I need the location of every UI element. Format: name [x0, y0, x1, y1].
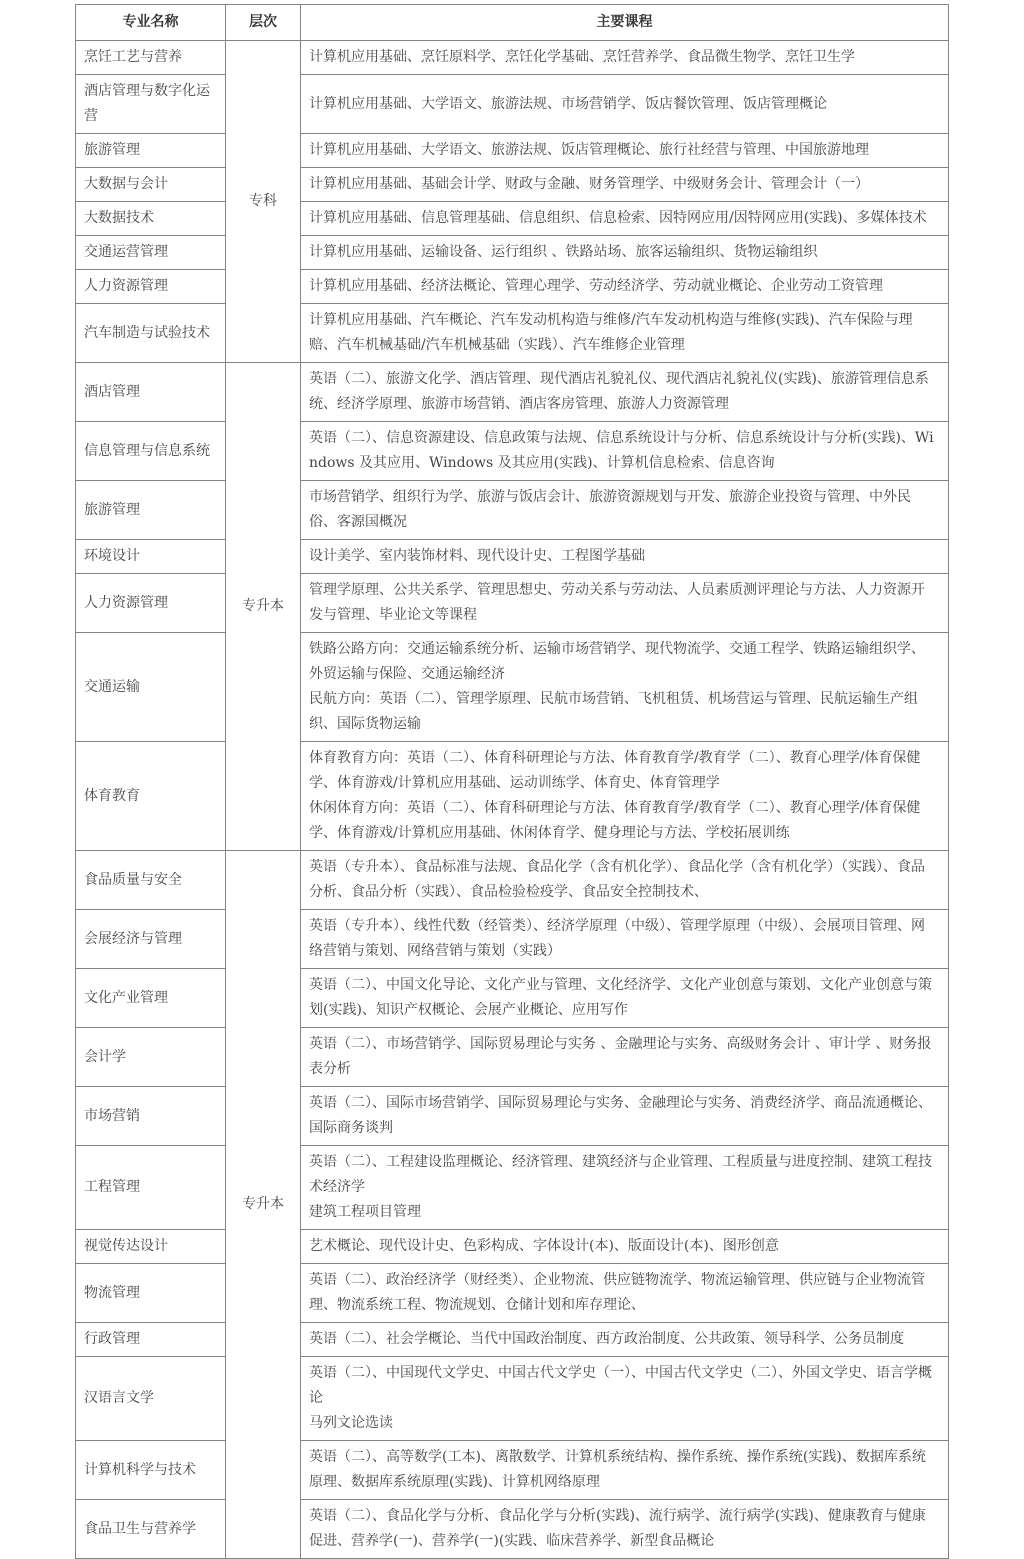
header-main-courses: 主要课程	[301, 5, 949, 41]
major-name: 物流管理	[76, 1264, 226, 1323]
level-cell: 专科	[226, 41, 301, 363]
courses-cell	[301, 134, 949, 168]
courses-text: 马列文论选读	[309, 1415, 393, 1431]
major-name: 信息管理与信息系统	[76, 422, 226, 481]
major-name: 汽车制造与试验技术	[76, 304, 226, 363]
courses-cell	[301, 304, 949, 363]
courses-text: 市场营销学、组织行为学、旅游与饭店会计、旅游资源规划与开发、旅游企业投资与管理、中外民俗、客源国概况	[309, 489, 911, 530]
level-cell: 专升本	[226, 851, 301, 1559]
courses-text: 铁路公路方向：交通运输系统分析、运输市场营销学、现代物流学、交通工程学、铁路运输组织学、外贸运输与保险、交通运输经济	[309, 641, 925, 682]
courses-cell	[301, 1441, 949, 1500]
courses-cell	[301, 168, 949, 202]
courses-cell	[301, 1028, 949, 1087]
major-name: 工程管理	[76, 1146, 226, 1230]
courses-text: 建筑工程项目管理	[309, 1204, 421, 1220]
major-name: 旅游管理	[76, 481, 226, 540]
table-row	[76, 574, 949, 633]
courses-cell	[301, 270, 949, 304]
table-row	[76, 134, 949, 168]
header-major-name: 专业名称	[76, 5, 226, 41]
courses-text: 英语（二）、政治经济学（财经类）、企业物流、供应链物流学、物流运输管理、供应链与企业物流管理、物流系统工程、物流规划、仓储计划和库存理论、	[309, 1272, 925, 1313]
courses-text: 计算机应用基础、运输设备、运行组织 、铁路站场、旅客运输组织、货物运输组织	[309, 244, 818, 260]
courses-text: 民航方向：英语（二）、管理学原理、民航市场营销、飞机租赁、机场营运与管理、民航运输生产组织、国际货物运输	[309, 691, 918, 732]
major-name: 酒店管理与数字化运营	[76, 75, 226, 134]
table-row	[76, 481, 949, 540]
major-name: 计算机科学与技术	[76, 1441, 226, 1500]
courses-text: 英语（二）、市场营销学、国际贸易理论与实务 、金融理论与实务、高级财务会计 、审计学 、财务报表分析	[309, 1036, 932, 1077]
courses-text: 英语（二）、信息资源建设、信息政策与法规、信息系统设计与分析、信息系统设计与分析(实践)、Windows 及其应用、Windows 及其应用(实践)、计算机信息检索、信息咨询	[309, 430, 934, 471]
table-row	[76, 168, 949, 202]
header-level: 层次	[226, 5, 301, 41]
table-row	[76, 41, 949, 75]
table-row	[76, 1323, 949, 1357]
table-row	[76, 910, 949, 969]
courses-cell	[301, 540, 949, 574]
courses-cell	[301, 1323, 949, 1357]
courses-text: 计算机应用基础、汽车概论、汽车发动机构造与维修/汽车发动机构造与维修(实践)、汽车保险与理赔、汽车机械基础/汽车机械基础（实践）、汽车维修企业管理	[309, 312, 913, 353]
table-row	[76, 1087, 949, 1146]
courses-cell	[301, 633, 949, 742]
major-name: 体育教育	[76, 742, 226, 851]
table-row	[76, 633, 949, 742]
major-name: 汉语言文学	[76, 1357, 226, 1441]
table-row	[76, 363, 949, 422]
table-row	[76, 304, 949, 363]
major-name: 人力资源管理	[76, 270, 226, 304]
table-row	[76, 422, 949, 481]
major-name: 交通运输	[76, 633, 226, 742]
courses-cell	[301, 481, 949, 540]
table-row	[76, 742, 949, 851]
courses-text: 英语（二）、中国文化导论、文化产业与管理、文化经济学、文化产业创意与策划、文化产业创意与策划(实践)、知识产权概论、会展产业概论、应用写作	[309, 977, 932, 1018]
major-name: 酒店管理	[76, 363, 226, 422]
courses-cell	[301, 1230, 949, 1264]
table-row	[76, 1500, 949, 1559]
courses-cell	[301, 969, 949, 1028]
courses-text: 英语（二）、高等数学(工本)、离散数学、计算机系统结构、操作系统、操作系统(实践)、数据库系统原理、数据库系统原理(实践)、计算机网络原理	[309, 1449, 926, 1490]
major-name: 交通运营管理	[76, 236, 226, 270]
courses-text: 英语（二）、工程建设监理概论、经济管理、建筑经济与企业管理、工程质量与进度控制、建筑工程技术经济学	[309, 1154, 932, 1195]
courses-cell	[301, 910, 949, 969]
courses-text: 英语（二）、旅游文化学、酒店管理、现代酒店礼貌礼仪、现代酒店礼貌礼仪(实践)、旅游管理信息系统、经济学原理、旅游市场营销、酒店客房管理、旅游人力资源管理	[309, 371, 929, 412]
majors-courses-table	[75, 4, 949, 1559]
courses-cell	[301, 851, 949, 910]
courses-cell	[301, 1500, 949, 1559]
major-name: 人力资源管理	[76, 574, 226, 633]
courses-text: 艺术概论、现代设计史、色彩构成、字体设计(本)、版面设计(本)、图形创意	[309, 1238, 779, 1254]
table-row	[76, 75, 949, 134]
major-name: 会展经济与管理	[76, 910, 226, 969]
major-name: 食品卫生与营养学	[76, 1500, 226, 1559]
table-row	[76, 270, 949, 304]
courses-text: 英语（二）、社会学概论、当代中国政治制度、西方政治制度、公共政策、领导科学、公务员制度	[309, 1331, 904, 1347]
courses-text: 设计美学、室内装饰材料、现代设计史、工程图学基础	[309, 548, 645, 564]
courses-text: 计算机应用基础、基础会计学、财政与金融、财务管理学、中级财务会计、管理会计（一）	[309, 176, 869, 192]
courses-text: 英语（专升本）、食品标准与法规、食品化学（含有机化学）、食品化学（含有机化学）（实践）、食品分析、食品分析（实践）、食品检验检疫学、食品安全控制技术、	[309, 859, 925, 900]
major-name: 视觉传达设计	[76, 1230, 226, 1264]
courses-cell	[301, 1357, 949, 1441]
major-name: 旅游管理	[76, 134, 226, 168]
major-name: 行政管理	[76, 1323, 226, 1357]
major-name: 文化产业管理	[76, 969, 226, 1028]
table-row	[76, 1146, 949, 1230]
courses-text: 计算机应用基础、大学语文、旅游法规、饭店管理概论、旅行社经营与管理、中国旅游地理	[309, 142, 869, 158]
table-row	[76, 540, 949, 574]
courses-text: 管理学原理、公共关系学、管理思想史、劳动关系与劳动法、人员素质测评理论与方法、人力资源开发与管理、毕业论文等课程	[309, 582, 925, 623]
table-row	[76, 969, 949, 1028]
table-header-row	[76, 5, 949, 41]
courses-text: 体育教育方向：英语（二）、体育科研理论与方法、体育教育学/教育学（二）、教育心理学/体育保健学、体育游戏/计算机应用基础、运动训练学、体育史、体育管理学	[309, 750, 921, 791]
table-row	[76, 236, 949, 270]
courses-cell	[301, 363, 949, 422]
major-name: 食品质量与安全	[76, 851, 226, 910]
courses-cell	[301, 1087, 949, 1146]
major-name: 大数据技术	[76, 202, 226, 236]
table-row	[76, 1230, 949, 1264]
courses-text: 英语（二）、食品化学与分析、食品化学与分析(实践)、流行病学、流行病学(实践)、健康教育与健康促进、营养学(一)、营养学(一)(实践、临床营养学、新型食品概论	[309, 1508, 926, 1549]
courses-text: 英语（专升本）、线性代数（经管类）、经济学原理（中级）、管理学原理（中级）、会展项目管理、网络营销与策划、网络营销与策划（实践）	[309, 918, 925, 959]
courses-cell	[301, 202, 949, 236]
table-row	[76, 1264, 949, 1323]
courses-cell	[301, 75, 949, 134]
table-row	[76, 851, 949, 910]
table-row	[76, 1441, 949, 1500]
courses-cell	[301, 1146, 949, 1230]
courses-text: 计算机应用基础、信息管理基础、信息组织、信息检索、因特网应用/因特网应用(实践)、多媒体技术	[309, 210, 927, 226]
table-row	[76, 1028, 949, 1087]
courses-cell	[301, 422, 949, 481]
courses-text: 计算机应用基础、烹饪原料学、烹饪化学基础、烹饪营养学、食品微生物学、烹饪卫生学	[309, 49, 855, 65]
courses-cell	[301, 236, 949, 270]
major-name: 市场营销	[76, 1087, 226, 1146]
courses-text: 英语（二）、中国现代文学史、中国古代文学史（一）、中国古代文学史（二）、外国文学史、语言学概论	[309, 1365, 932, 1406]
table-row	[76, 202, 949, 236]
courses-cell	[301, 574, 949, 633]
courses-text: 计算机应用基础、经济法概论、管理心理学、劳动经济学、劳动就业概论、企业劳动工资管理	[309, 278, 883, 294]
major-name: 环境设计	[76, 540, 226, 574]
courses-text: 计算机应用基础、大学语文、旅游法规、市场营销学、饭店餐饮管理、饭店管理概论	[309, 95, 827, 112]
courses-cell	[301, 1264, 949, 1323]
table-row	[76, 1357, 949, 1441]
major-name: 烹饪工艺与营养	[76, 41, 226, 75]
level-cell: 专升本	[226, 363, 301, 851]
major-name: 大数据与会计	[76, 168, 226, 202]
courses-cell	[301, 742, 949, 851]
courses-text: 休闲体育方向：英语（二）、体育科研理论与方法、体育教育学/教育学（二）、教育心理学/体育保健学、体育游戏/计算机应用基础、休闲体育学、健身理论与方法、学校拓展训练	[309, 800, 921, 841]
major-name: 会计学	[76, 1028, 226, 1087]
courses-cell	[301, 41, 949, 75]
courses-text: 英语（二）、国际市场营销学、国际贸易理论与实务、金融理论与实务、消费经济学、商品流通概论、国际商务谈判	[309, 1095, 932, 1136]
